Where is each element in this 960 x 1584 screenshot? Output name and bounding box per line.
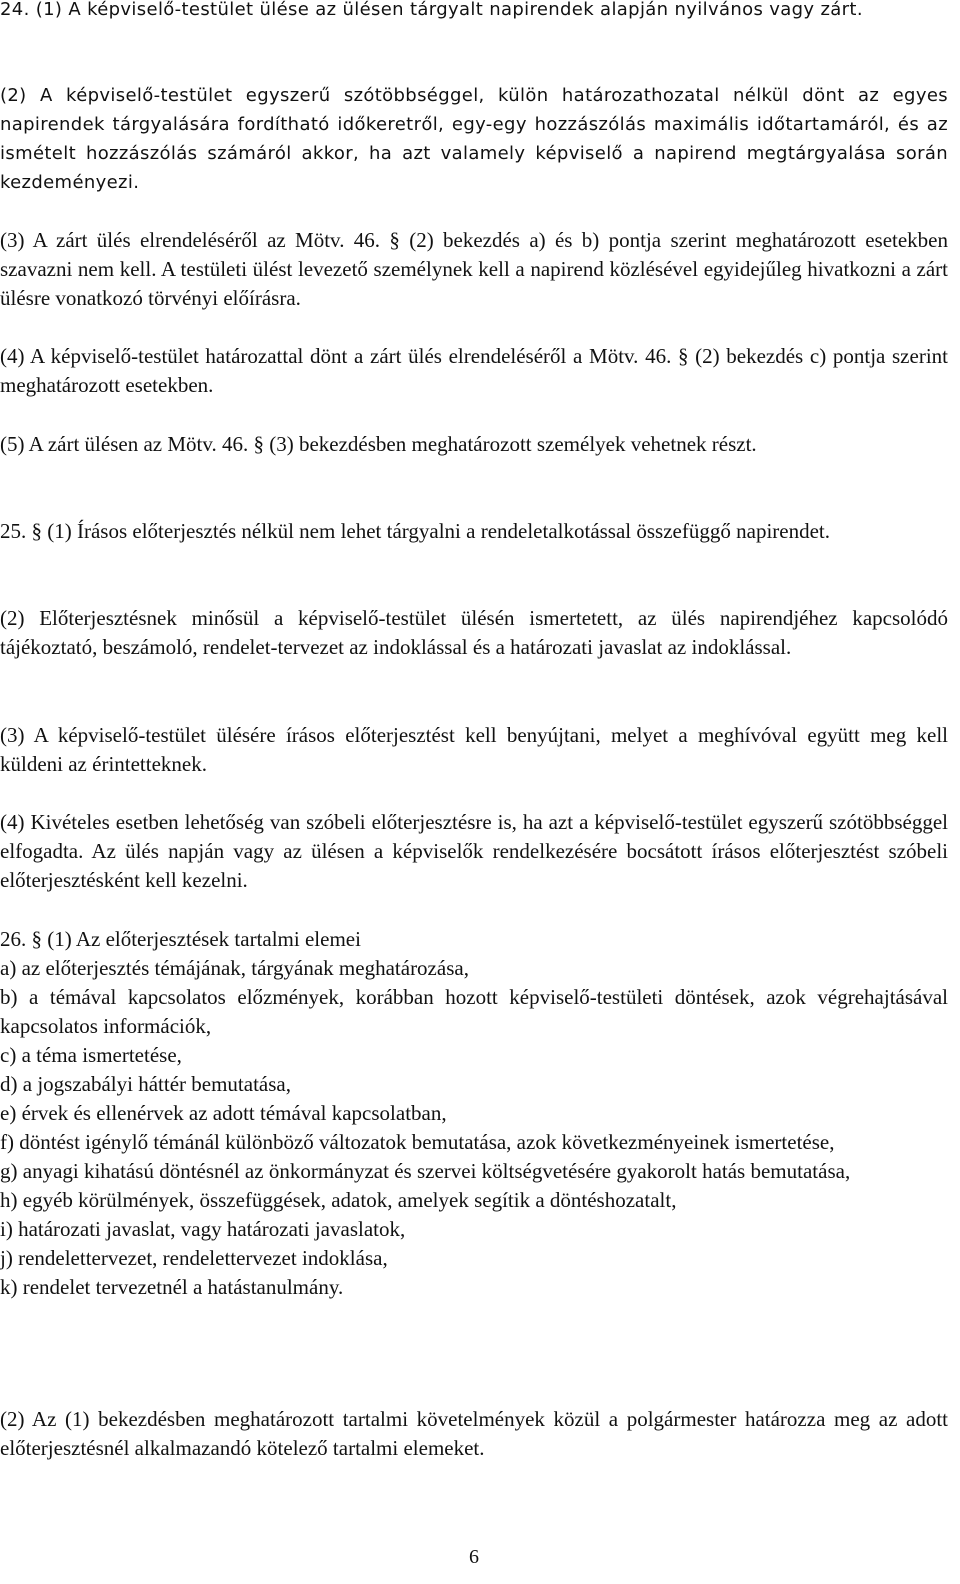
paragraph-24-1: 24. (1) A képviselő-testület ülése az ülésen tárgyalt napirendek alapján nyilvános vagy zárt. bbox=[0, 0, 863, 20]
list-item: e) érvek és ellenérvek az adott témával kapcsolatban, bbox=[0, 1101, 447, 1125]
list-item: k) rendelet tervezetnél a hatástanulmány. bbox=[0, 1275, 344, 1299]
paragraph-24-5: (5) A zárt ülésen az Mötv. 46. § (3) bekezdésben meghatározott személyek vehetnek részt. bbox=[0, 432, 757, 456]
content-elements-list bbox=[0, 925, 948, 1302]
list-item: d) a jogszabályi háttér bemutatása, bbox=[0, 1072, 291, 1096]
list-heading: 26. § (1) Az előterjesztések tartalmi elemei bbox=[0, 927, 361, 951]
list-item: c) a téma ismertetése, bbox=[0, 1043, 182, 1067]
paragraph-25-4: (4) Kivételes esetben lehetőség van szóbeli előterjesztésre is, ha azt a képviselő-testület egyszerű szótöbbséggel elfogadta. Az ülés napján vagy az ülésen a képviselők rendelkezésére bocsátott írásos előterjesztést szóbeli előterjesztésként kell kezelni. bbox=[0, 810, 948, 892]
paragraph-26-2: (2) Az (1) bekezdésben meghatározott tartalmi követelmények közül a polgármester határozza meg az adott előterjesztésnél alkalmazandó kötelező tartalmi elemeket. bbox=[0, 1407, 948, 1460]
paragraph-24-3: (3) A zárt ülés elrendeléséről az Mötv. 46. § (2) bekezdés a) és b) pontja szerint meghatározott esetekben szavazni nem kell. A testületi ülést levezető személynek kell a napirend közlésével egyidejűleg hivatkozni a zárt ülésre vonatkozó törvényi előírásra. bbox=[0, 228, 948, 310]
list-item: b) a témával kapcsolatos előzmények, korábban hozott képviselő-testületi döntések, azok végrehajtásával kapcsolatos információk, bbox=[0, 985, 948, 1038]
list-item: g) anyagi kihatású döntésnél az önkormányzat és szervei költségvetésére gyakorolt hatás bemutatása, bbox=[0, 1159, 851, 1183]
paragraph-25-2: (2) Előterjesztésnek minősül a képviselő-testület ülésén ismertetett, az ülés napirendjéhez kapcsolódó tájékoztató, beszámoló, rendelet-tervezet az indoklással és a határozati javaslat az indoklással. bbox=[0, 606, 948, 659]
list-item: h) egyéb körülmények, összefüggések, adatok, amelyek segítik a döntéshozatalt, bbox=[0, 1188, 677, 1212]
list-item: f) döntést igénylő témánál különböző változatok bemutatása, azok következményeinek ismertetése, bbox=[0, 1130, 835, 1154]
list-item: a) az előterjesztés témájának, tárgyának meghatározása, bbox=[0, 956, 469, 980]
list-item: i) határozati javaslat, vagy határozati javaslatok, bbox=[0, 1217, 406, 1241]
paragraph-25-3: (3) A képviselő-testület ülésére írásos előterjesztést kell benyújtani, melyet a meghívóval együtt meg kell küldeni az érintetteknek. bbox=[0, 723, 948, 776]
paragraph-24-2: (2) A képviselő-testület egyszerű szótöbbséggel, külön határozathozatal nélkül dönt az egyes napirendek tárgyalására fordítható időkeretről, egy-egy hozzászólás maximális időtartamáról, és az ismételt hozzászólás számáról akkor, ha azt valamely képviselő a napirend megtárgyalása során kezdeményezi. bbox=[0, 85, 948, 193]
paragraph-25-1: 25. § (1) Írásos előterjesztés nélkül nem lehet tárgyalni a rendeletalkotással összefüggő napirendet. bbox=[0, 519, 830, 543]
page-number: 6 bbox=[469, 1546, 479, 1568]
list-item: j) rendelettervezet, rendelettervezet indoklása, bbox=[0, 1246, 388, 1270]
paragraph-24-4: (4) A képviselő-testület határozattal dönt a zárt ülés elrendeléséről a Mötv. 46. § (2) bekezdés c) pontja szerint meghatározott esetekben. bbox=[0, 344, 948, 397]
